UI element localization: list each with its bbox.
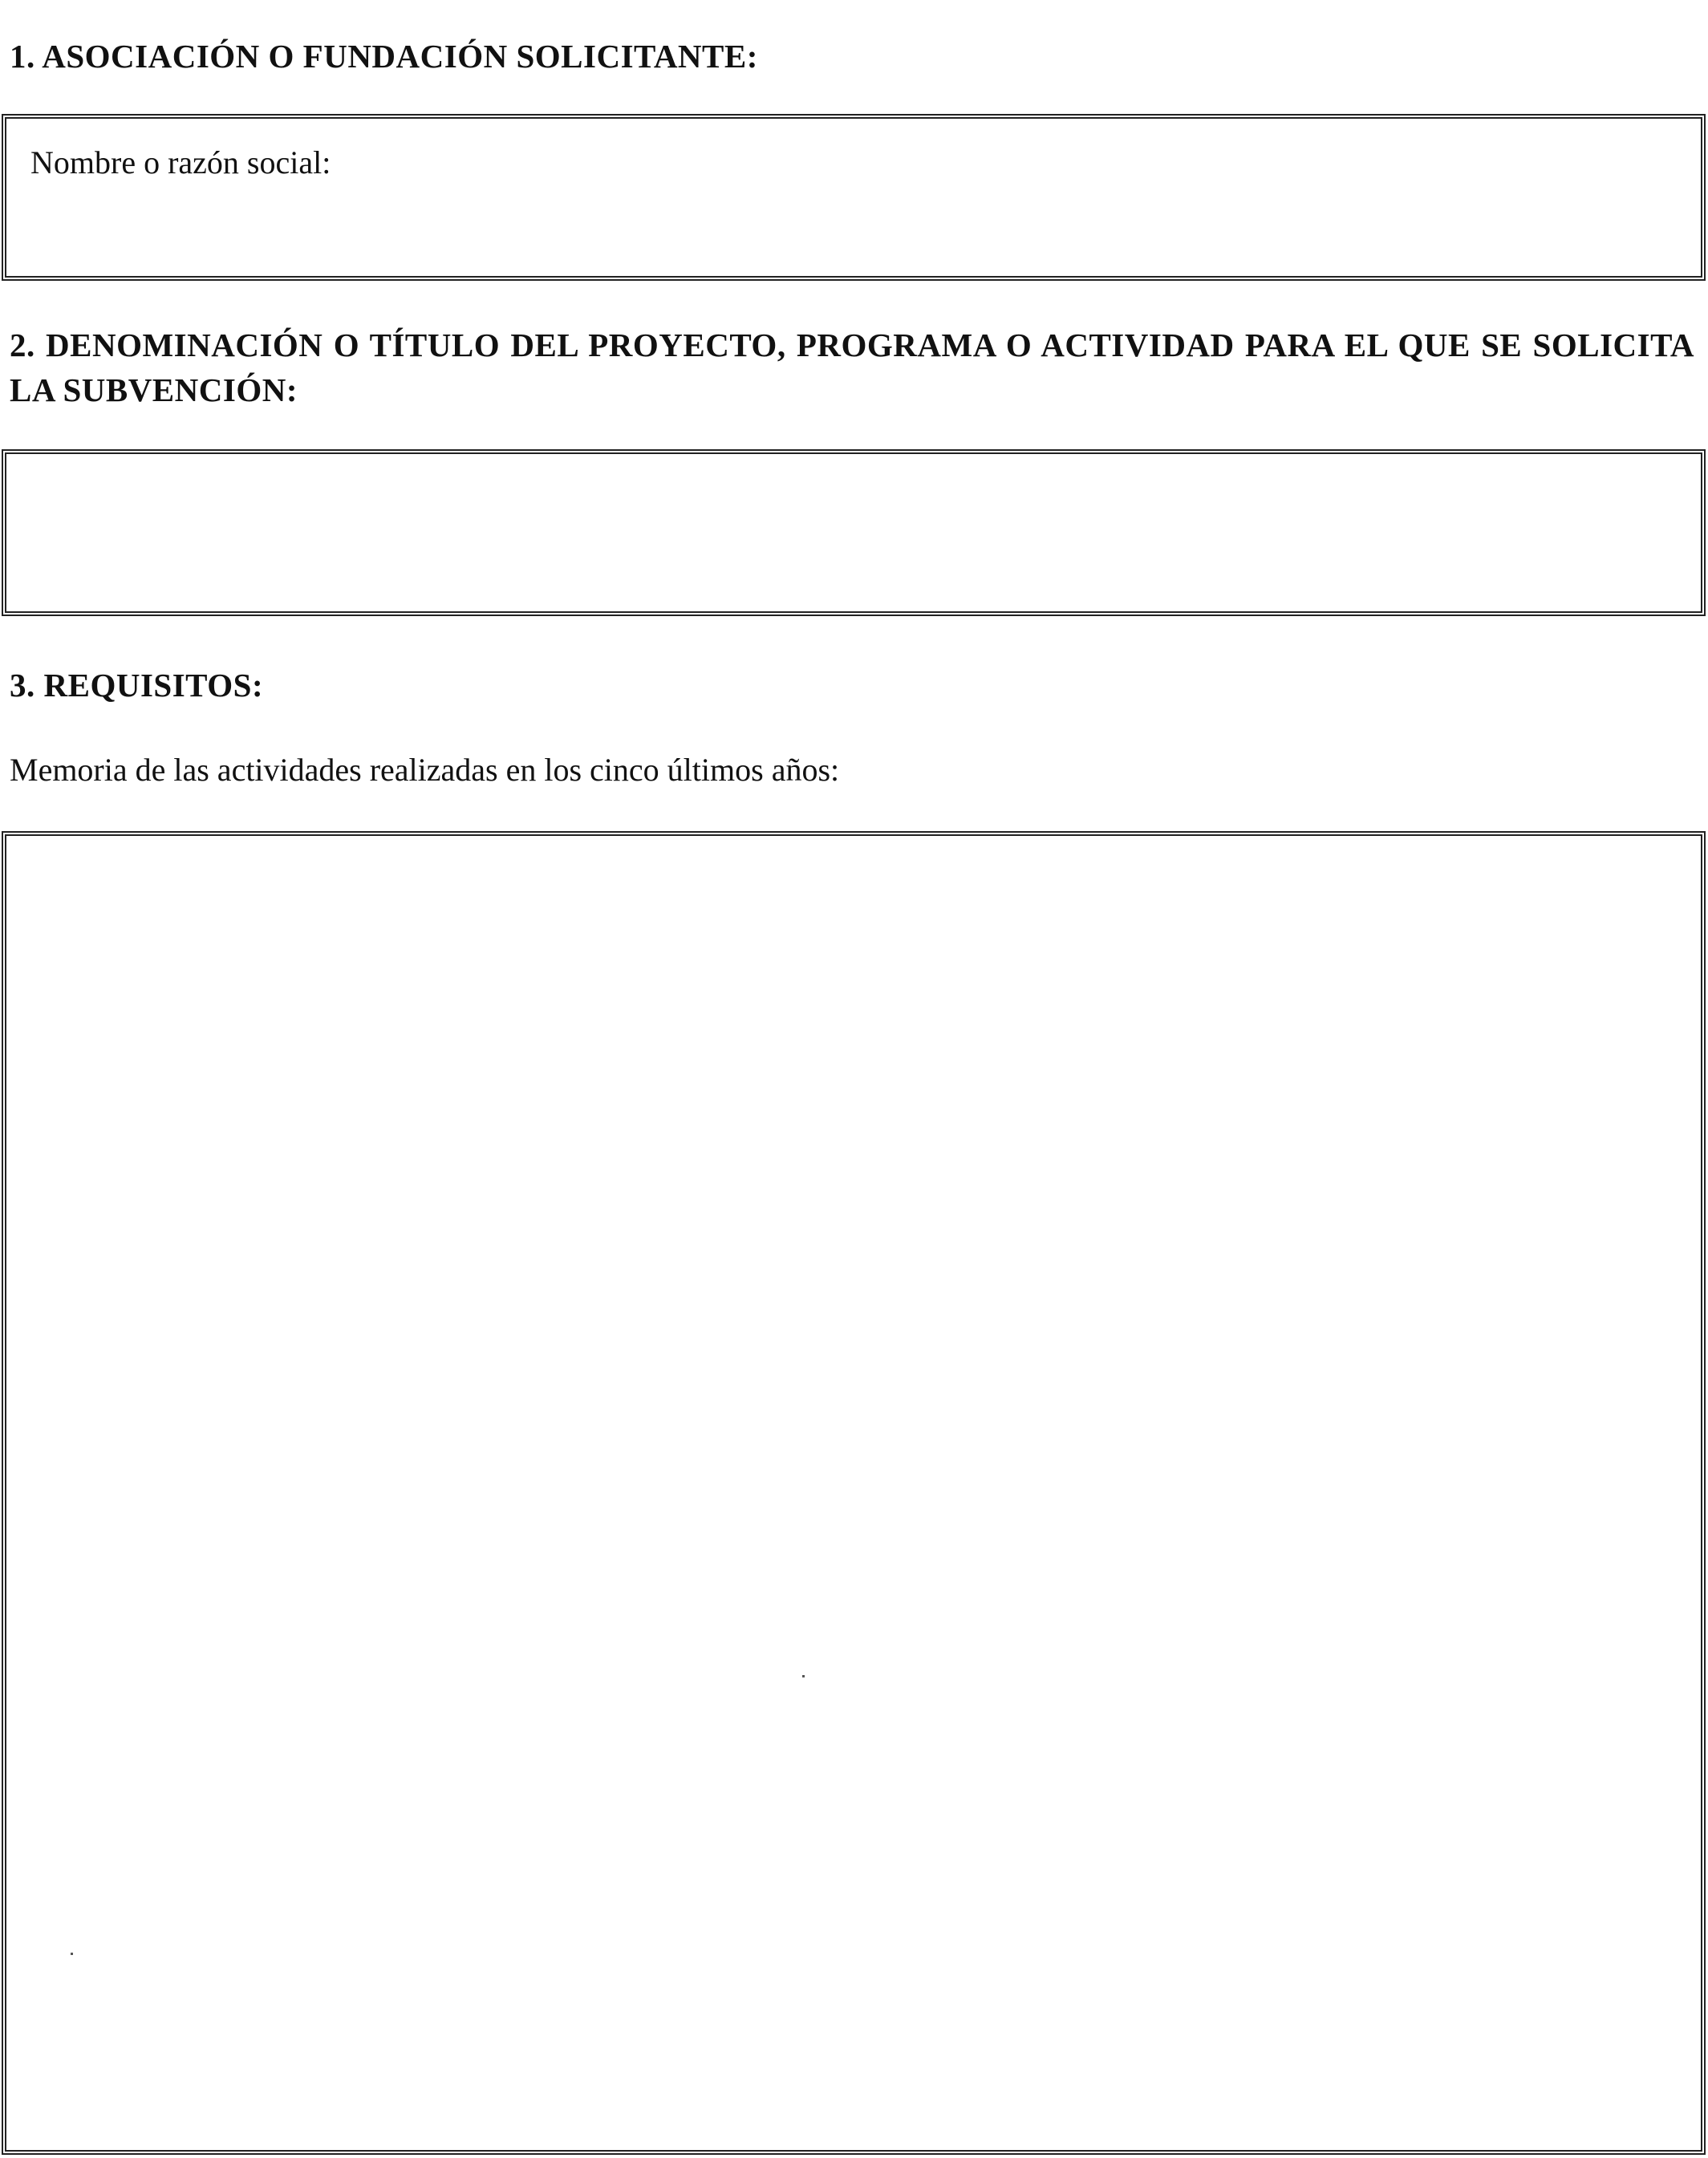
activities-report-field[interactable]: [2, 831, 1706, 2155]
project-title-field[interactable]: [2, 449, 1706, 616]
section-2-heading: 2. DENOMINACIÓN O TÍTULO DEL PROYECTO, PROGRAMA O ACTIVIDAD PARA EL QUE SE SOLICITA LA SUBVENCIÓN:: [10, 327, 1694, 408]
scan-speck: [802, 1675, 805, 1677]
activities-report-label: Memoria de las actividades realizadas en los cinco últimos años:: [10, 752, 840, 788]
scan-speck: [71, 1953, 73, 1955]
applicant-name-label: Nombre o razón social:: [30, 144, 331, 181]
applicant-name-field[interactable]: [2, 114, 1706, 281]
section-1-heading: 1. ASOCIACIÓN O FUNDACIÓN SOLICITANTE:: [10, 38, 758, 75]
section-3-heading: 3. REQUISITOS:: [10, 667, 264, 704]
